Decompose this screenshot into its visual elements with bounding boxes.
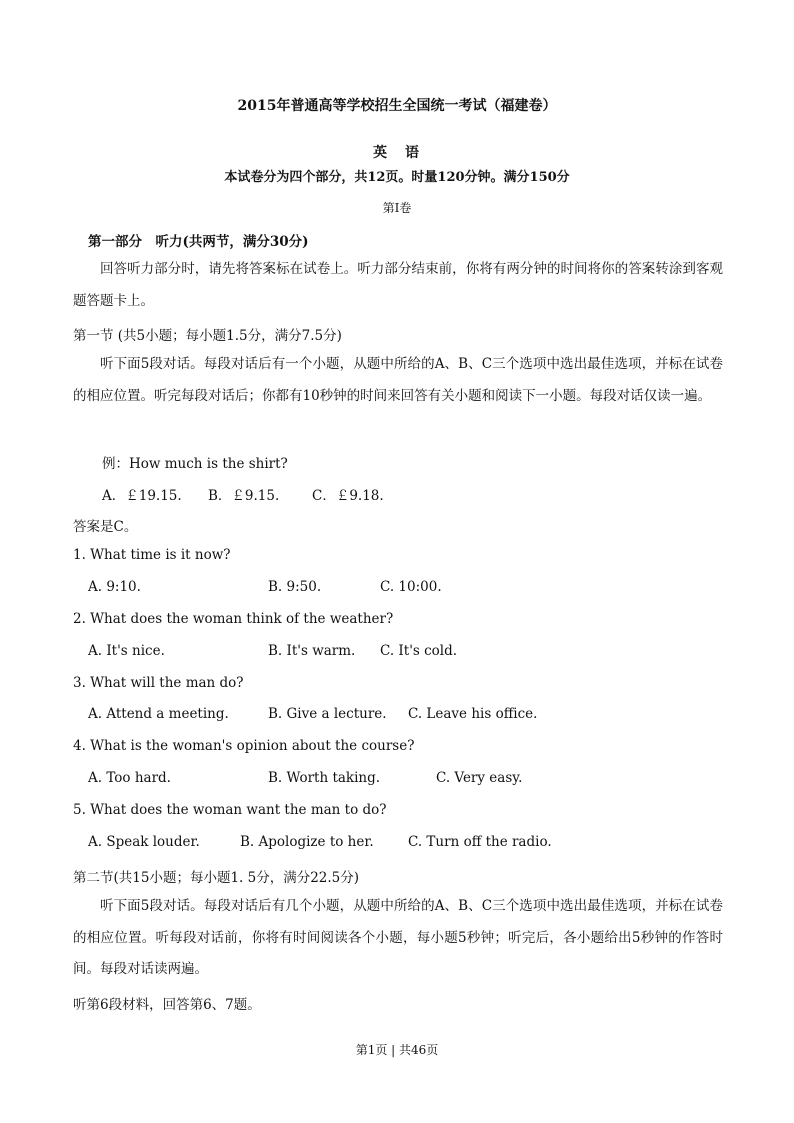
page-footer: 第1页 | 共46页 bbox=[355, 1043, 439, 1057]
q3-option-a: A. Attend a meeting. bbox=[88, 706, 229, 722]
q2-option-b: B. It's warm. bbox=[268, 643, 356, 659]
material-instruction: 听第6段材料，回答第6、7题。 bbox=[73, 997, 261, 1013]
part1-intro: 回答听力部分时，请先将答案标在试卷上。听力部分结束前，你将有两分钟的时间将你的答案转涂到客观题答题卡上。 bbox=[73, 261, 723, 309]
q3-option-c: C. Leave his office. bbox=[408, 706, 538, 722]
section2-heading: 第二节(共15小题；每小题1. 5分，满分22.5分) bbox=[73, 870, 360, 886]
example-answer: 答案是C。 bbox=[73, 519, 138, 535]
part1-heading: 第一部分 听力(共两节，满分30分) bbox=[88, 234, 309, 250]
question-1: 1. What time is it now? bbox=[73, 547, 231, 563]
q4-option-c: C. Very easy. bbox=[436, 770, 523, 786]
q1-option-b: B. 9:50. bbox=[268, 579, 322, 595]
question-2: 2. What does the woman think of the weather? bbox=[73, 611, 394, 627]
section2-instructions: 听下面5段对话。每段对话后有几个小题，从题中所给的A、B、C三个选项中选出最佳选项，并标在试卷的相应位置。听每段对话前，你将有时间阅读各个小题，每小题5秒钟；听完后，各小题给出5秒钟的作答时间。每段对话读两遍。 bbox=[73, 898, 723, 977]
question-4: 4. What is the woman's opinion about the course? bbox=[73, 738, 415, 754]
exam-title: 2015年普通高等学校招生全国统一考试（福建卷） bbox=[237, 98, 557, 114]
question-3: 3. What will the man do? bbox=[73, 675, 244, 691]
section1-heading: 第一节 (共5小题；每小题1.5分，满分7.5分) bbox=[73, 328, 342, 344]
section1-instructions: 听下面5段对话。每段对话后有一个小题，从题中所给的A、B、C三个选项中选出最佳选项，并标在试卷的相应位置。听完每段对话后；你都有10秒钟的时间来回答有关小题和阅读下一小题。每段对话仅读一遍。 bbox=[73, 356, 723, 404]
volume-label: 第Ⅰ卷 bbox=[382, 201, 412, 215]
q2-option-a: A. It's nice. bbox=[88, 643, 165, 659]
exam-subtitle: 本试卷分为四个部分，共12页。时量120分钟。满分150分 bbox=[224, 170, 570, 185]
q5-option-c: C. Turn off the radio. bbox=[408, 834, 552, 850]
example-option-c: C．￡9.18. bbox=[312, 488, 384, 504]
question-5: 5. What does the woman want the man to do? bbox=[73, 802, 387, 818]
q4-option-b: B. Worth taking. bbox=[268, 770, 381, 786]
q5-option-a: A. Speak louder. bbox=[88, 834, 200, 850]
example-question: 例：How much is the shirt? bbox=[102, 456, 288, 472]
q2-option-c: C. It's cold. bbox=[380, 643, 458, 659]
q5-option-b: B. Apologize to her. bbox=[240, 834, 374, 850]
q1-option-c: C. 10:00. bbox=[380, 579, 442, 595]
q1-option-a: A. 9:10. bbox=[88, 579, 141, 595]
q4-option-a: A. Too hard. bbox=[88, 770, 171, 786]
q3-option-b: B. Give a lecture. bbox=[268, 706, 387, 722]
example-option-b: B．￡9.15. bbox=[208, 488, 280, 504]
subject-title: 英 语 bbox=[373, 145, 421, 161]
example-option-a: A．￡19.15. bbox=[102, 488, 182, 504]
